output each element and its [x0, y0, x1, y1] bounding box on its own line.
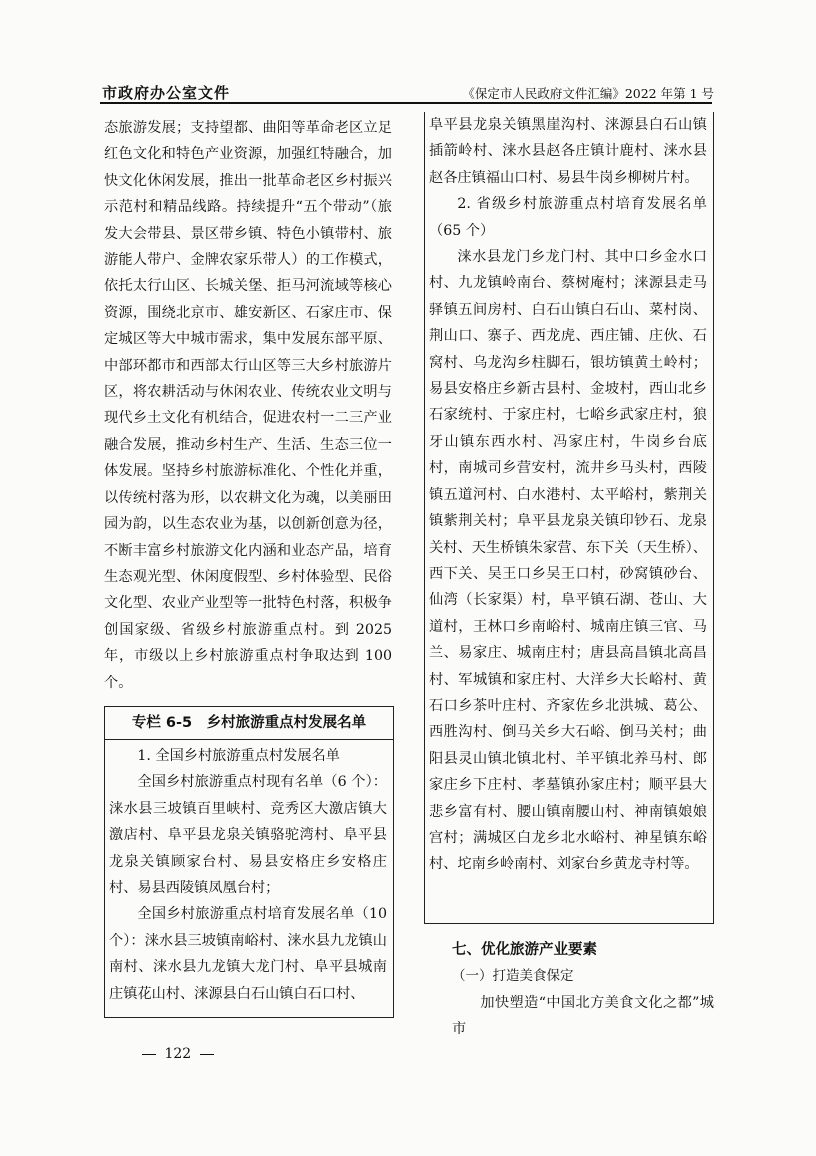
column-box-part1 — [104, 706, 394, 1018]
right-column-body — [452, 937, 714, 1043]
item1-continuation: 阜平县龙泉关镇黑崖沟村、涞源县白石山镇插箭岭村、涞水县赵各庄镇计鹿村、涞水县赵各庄镇福山口村、易县牛岗乡柳树片村。 — [429, 117, 707, 186]
header-left-title: 市政府办公室文件 — [102, 84, 231, 102]
page-number: 122 — [164, 1046, 192, 1062]
section-heading: 七、优化旅游产业要素 — [452, 942, 597, 958]
column-box-part2 — [424, 112, 714, 924]
left-column — [104, 115, 392, 696]
item1-title: 1. 全国乡村旅游重点村发展名单 — [137, 748, 340, 764]
box-body-part1 — [105, 740, 393, 1007]
section-paragraph: 加快塑造“中国北方美食文化之都”城市 — [452, 994, 714, 1038]
box-title: 专栏 6-5 乡村旅游重点村发展名单 — [105, 707, 393, 740]
item1-existing-list: 全国乡村旅游重点村现有名单（6 个）：涞水县三坡镇百里峡村、竞秀区大激店镇大激店村、阜平县龙泉关镇骆驼湾村、阜平县龙泉关镇顾家台村、易县安格庄乡安格庄村、易县西陵镇凤凰台村； — [109, 774, 387, 897]
header-right-title: 《保定市人民政府文件汇编》2022 年第 1 号 — [462, 86, 714, 101]
item1-cultivation-list: 全国乡村旅游重点村培育发展名单（10 个）：涞水县三坡镇南峪村、涞水县九龙镇山南村、涞水县九龙镇大龙门村、阜平县城南庄镇花山村、涞源县白石山镇白石口村、 — [109, 906, 387, 1002]
header-rule — [100, 102, 712, 104]
subsection-heading: （一）打造美食保定 — [452, 968, 574, 985]
footer-dash-left — [142, 1054, 156, 1055]
page-footer — [138, 1046, 218, 1062]
item2-list: 涞水县龙门乡龙门村、其中口乡金水口村、九龙镇岭南台、蔡树庵村；涞源县走马驿镇五间房村、白石山镇白石山、菜村岗、荆山口、寨子、西龙虎、西庄铺、庄伙、石窝村、乌龙沟乡柱脚石，银坊镇黄土岭村；易县安格庄乡新古县村、金坡村，西山北乡石家统村、于家庄村，七峪乡武家庄村，狼牙山镇东西水村、冯家庄村，牛岗乡台底村，南城司乡营安村，流井乡马头村，西陵镇五道河村、白水港村、太平峪村，紫荆关镇紫荆关村；阜平县龙泉关镇印钞石、龙泉关村、天生桥镇朱家营、东下关（天生桥）、西下关、吴王口乡吴王口村，砂窝镇砂台、仙湾（长家渠）村，阜平镇石湖、苍山、大道村，王林口乡南峪村、城南庄镇三官、马兰、易家庄、城南庄村；唐县高昌镇北高昌村、军城镇和家庄村、大洋乡大长峪村、黄石口乡茶叶庄村、齐家佐乡北洪城、葛公、西胜沟村、倒马关乡大石峪、倒马关村；曲阳县灵山镇北镇北村、羊平镇北养马村、郎家庄乡下庄村、孝墓镇孙家庄村；顺平县大悲乡富有村、腰山镇南腰山村、神南镇娘娘宫村；满城区白龙乡北水峪村、神星镇东峪村、坨南乡岭南村、刘家台乡黄龙寺村等。 — [429, 249, 707, 873]
left-paragraph: 态旅游发展；支持望都、曲阳等革命老区立足红色文化和特色产业资源，加强红特融合，加快文化休闲发展，推出一批革命老区乡村振兴示范村和精品线路。持续提升“五个带动”（旅发大会带县、景区带乡镇、特色小镇带村、旅游能人带户、金牌农家乐带人）的工作模式，依托太行山区、长城关堡、拒马河流域等核心资源，围绕北京市、雄安新区、石家庄市、保定城区等大中城市需求，集中发展东部平原、中部环都市和西部太行山区等三大乡村旅游片区，将农耕活动与休闲农业、传统农业文明与现代乡土文化有机结合，促进农村一二三产业融合发展，推动乡村生产、生活、生态三位一体发展。坚持乡村旅游标准化、个性化并重，以传统村落为形，以农耕文化为魂，以美丽田园为韵，以生态农业为基，以创新创意为径，不断丰富乡村旅游文化内涵和业态产品，培育生态观光型、休闲度假型、乡村体验型、民俗文化型、农业产业型等一批特色村落，积极争创国家级、省级乡村旅游重点村。到 2025 年，市级以上乡村旅游重点村争取达到 100 个。 — [104, 120, 392, 691]
footer-dash-right — [200, 1054, 214, 1055]
item2-title: 2. 省级乡村旅游重点村培育发展名单（65 个） — [429, 196, 707, 239]
box-body-part2 — [425, 112, 713, 878]
